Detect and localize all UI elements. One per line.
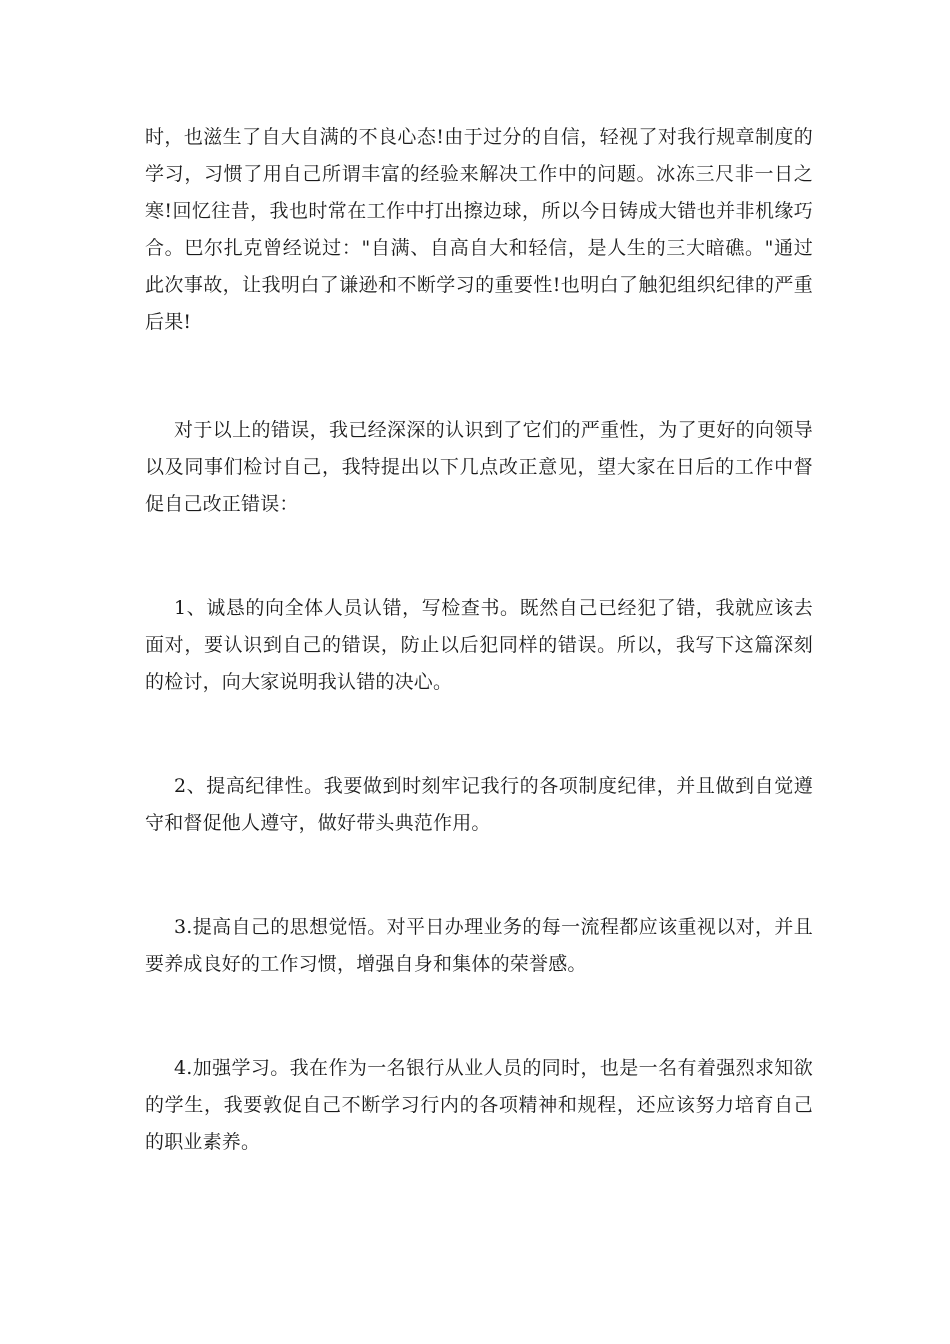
- paragraph-item-4: 4.加强学习。我在作为一名银行从业人员的同时，也是一名有着强烈求知欲的学生，我要敦促自己不断学习行内的各项精神和规程，还应该努力培育自己的职业素养。: [145, 1057, 813, 1153]
- paragraph-continuation: 时，也滋生了自大自满的不良心态!由于过分的自信，轻视了对我行规章制度的学习，习惯了用自己所谓丰富的经验来解决工作中的问题。冰冻三尺非一日之寒!回忆往昔，我也时常在工作中打出擦边球，所以今日铸成大错也并非机缘巧合。巴尔扎克曾经说过："自满、自高自大和轻信，是人生的三大暗礁。"通过此次事故，让我明白了谦逊和不断学习的重要性!也明白了触犯组织纪律的严重后果!: [145, 126, 813, 333]
- paragraph-item-1: 1、诚恳的向全体人员认错，写检查书。既然自己已经犯了错，我就应该去面对，要认识到自己的错误，防止以后犯同样的错误。所以，我写下这篇深刻的检讨，向大家说明我认错的决心。: [145, 597, 813, 693]
- paragraph-corrections-intro: 对于以上的错误，我已经深深的认识到了它们的严重性，为了更好的向领导以及同事们检讨自己，我特提出以下几点改正意见，望大家在日后的工作中督促自己改正错误：: [145, 419, 813, 515]
- paragraph-item-2: 2、提高纪律性。我要做到时刻牢记我行的各项制度纪律，并且做到自觉遵守和督促他人遵守，做好带头典范作用。: [145, 775, 813, 834]
- paragraph-item-3: 3.提高自己的思想觉悟。对平日办理业务的每一流程都应该重视以对，并且要养成良好的工作习惯，增强自身和集体的荣誉感。: [145, 916, 813, 975]
